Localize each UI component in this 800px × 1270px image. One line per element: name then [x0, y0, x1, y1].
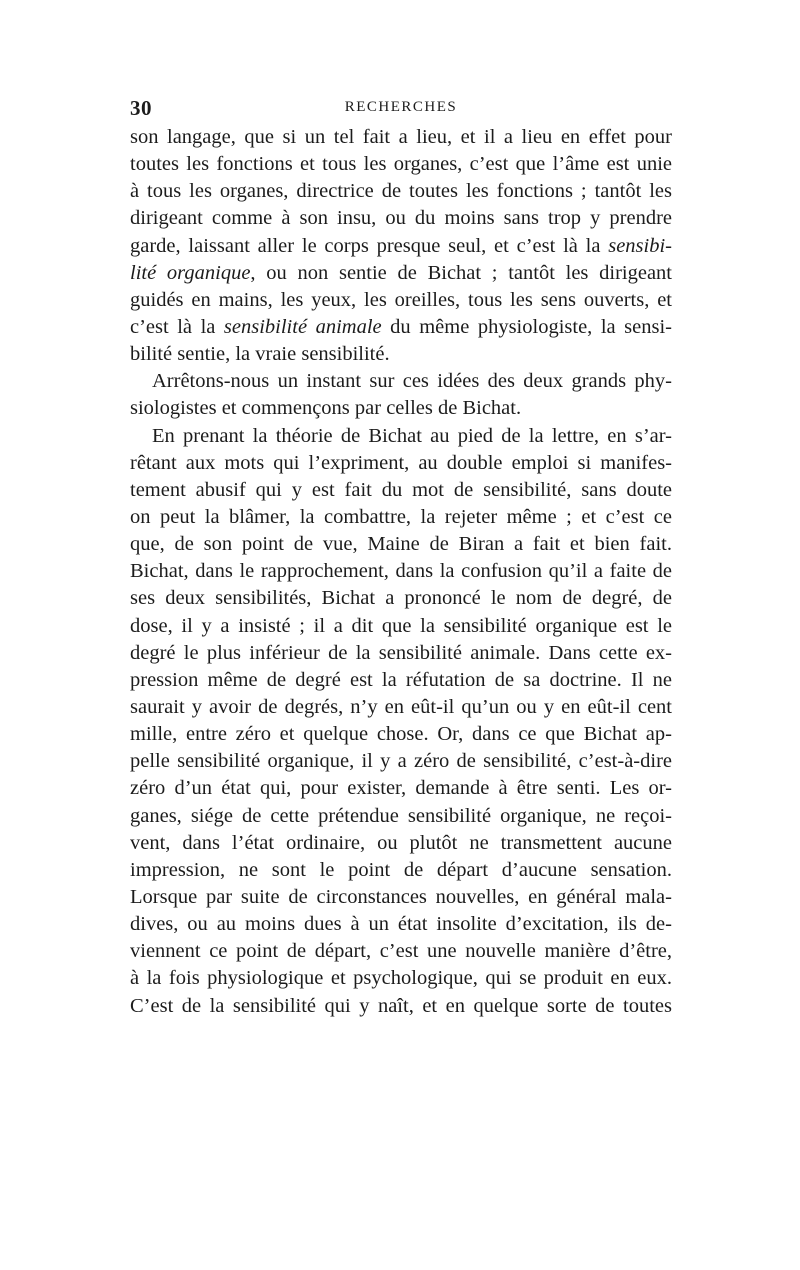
text-run: dirigeant comme à son insu, ou du moins sans trop y prendre [130, 207, 672, 230]
text-run: Arrêtons-nous un instant sur ces idées des deux grands phy- [152, 370, 672, 393]
text-line [130, 911, 672, 938]
text-line [130, 803, 672, 830]
text-line [130, 314, 672, 341]
text-run: viennent ce point de départ, c’est une nouvelle manière d’être, [130, 940, 672, 963]
text-line [130, 613, 672, 640]
text-line [130, 423, 672, 450]
text-line [130, 585, 672, 612]
text-run: tement abusif qui y est fait du mot de sensibilité, sans doute [130, 478, 672, 501]
text-run: , ou non sentie de Bichat ; tantôt les dirigeant [250, 261, 672, 284]
text-line [130, 857, 672, 884]
italic-term: sensibi- [608, 234, 672, 257]
body-text [130, 124, 672, 1020]
text-line [130, 721, 672, 748]
running-head: RECHERCHES [344, 99, 458, 115]
text-line [130, 178, 672, 205]
text-run: garde, laissant aller le corps presque seul, et c’est là la [130, 234, 609, 257]
text-line [130, 477, 672, 504]
text-run: bilité sentie, la vraie sensibilité. [130, 343, 390, 366]
text-line [130, 395, 672, 422]
text-line [130, 640, 672, 667]
text-run: En prenant la théorie de Bichat au pied de la lettre, en s’ar- [152, 424, 672, 447]
text-run: vent, dans l’état ordinaire, ou plutôt ne transmettent aucune [130, 831, 672, 854]
text-line [130, 233, 672, 260]
text-line [130, 558, 672, 585]
text-run: degré le plus inférieur de la sensibilité animale. Dans cette ex- [130, 641, 672, 664]
text-line [130, 694, 672, 721]
text-line [130, 341, 672, 368]
text-line [130, 287, 672, 314]
text-line [130, 965, 672, 992]
text-run: mille, entre zéro et quelque chose. Or, dans ce que Bichat ap- [130, 723, 672, 746]
text-run: que, de son point de vue, Maine de Biran a fait et bien fait. [130, 533, 672, 556]
text-run: toutes les fonctions et tous les organes, c’est que l’âme est unie [130, 153, 672, 176]
text-run: Bichat, dans le rapprochement, dans la confusion qu’il a faite de [130, 560, 672, 583]
text-line [130, 368, 672, 395]
text-line [130, 667, 672, 694]
text-line [130, 830, 672, 857]
text-run: impression, ne sont le point de départ d’aucune sensation. [130, 858, 672, 881]
text-run: on peut la blâmer, la combattre, la rejeter même ; et c’est ce [130, 505, 672, 528]
text-line [130, 124, 672, 151]
text-line [130, 748, 672, 775]
text-line [130, 775, 672, 802]
text-run: siologistes et commençons par celles de Bichat. [130, 397, 522, 420]
text-run: du même physiologiste, la sensi- [381, 315, 672, 338]
text-line [130, 884, 672, 911]
text-line [130, 450, 672, 477]
page-header [130, 96, 672, 120]
text-run: à la fois physiologique et psychologique, qui se produit en eux. [130, 967, 672, 990]
text-line [130, 151, 672, 178]
text-line [130, 260, 672, 287]
text-run: son langage, que si un tel fait a lieu, et il a lieu en effet pour [130, 126, 672, 148]
text-run: dose, il y a insisté ; il a dit que la sensibilité organique est le [130, 614, 672, 637]
text-line [130, 205, 672, 232]
text-run: guidés en mains, les yeux, les oreilles, tous les sens ouverts, et [130, 288, 672, 311]
text-run: pelle sensibilité organique, il y a zéro de sensibilité, c’est-à-dire [130, 750, 672, 773]
text-run: à tous les organes, directrice de toutes les fonctions ; tantôt les [130, 180, 672, 203]
text-run: Lorsque par suite de circonstances nouvelles, en général mala- [130, 885, 672, 908]
text-line [130, 531, 672, 558]
text-run: C’est de la sensibilité qui y naît, et en quelque sorte de toutes [130, 994, 672, 1017]
text-run: saurait y avoir de degrés, n’y en eût-il qu’un ou y en eût-il cent [130, 695, 672, 718]
text-run: c’est là la [130, 315, 224, 338]
text-run: rêtant aux mots qui l’expriment, au double emploi si manifes- [130, 451, 672, 474]
text-run: ses deux sensibilités, Bichat a prononcé le nom de degré, de [130, 587, 672, 610]
text-run: ganes, siége de cette prétendue sensibilité organique, ne reçoi- [130, 804, 672, 827]
text-line [130, 504, 672, 531]
page-number: 30 [130, 96, 152, 120]
text-run: zéro d’un état qui, pour exister, demande à être senti. Les or- [130, 777, 672, 800]
text-run: pression même de degré est la réfutation de sa doctrine. Il ne [130, 668, 672, 691]
text-line [130, 938, 672, 965]
text-line [130, 993, 672, 1020]
italic-term: lité organique [130, 261, 251, 284]
text-run: dives, ou au moins dues à un état insolite d’excitation, ils de- [130, 913, 672, 936]
italic-term: sensibilité animale [223, 315, 382, 338]
